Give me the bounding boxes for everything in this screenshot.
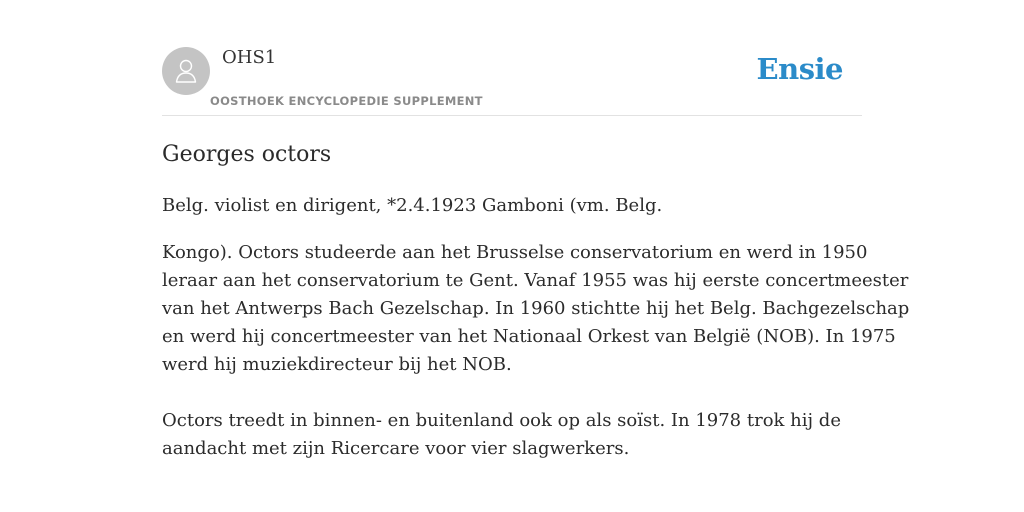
article-paragraph-1 — [162, 239, 910, 379]
user-icon — [171, 56, 201, 86]
text-line: Octors treedt in binnen- en buitenland ook op als soïst. In 1978 trok hij de — [162, 410, 841, 431]
text-line: en werd hij concertmeester van het Nationaal Orkest van België (NOB). In 1975 — [162, 326, 896, 347]
text-line: werd hij muziekdirecteur bij het NOB. — [162, 354, 512, 375]
article-paragraph-2 — [162, 407, 862, 463]
page-title: Georges octors — [162, 142, 332, 167]
text-line: leraar aan het conservatorium te Gent. Vanaf 1955 was hij eerste concertmeester — [162, 270, 909, 291]
ensie-logo[interactable]: Ensie — [756, 52, 843, 86]
text-line: Kongo). Octors studeerde aan het Brusselse conservatorium en werd in 1950 — [162, 242, 868, 263]
text-line: van het Antwerps Bach Gezelschap. In 1960 stichtte hij het Belg. Bachgezelschap — [162, 298, 910, 319]
source-label[interactable]: OOSTHOEK ENCYCLOPEDIE SUPPLEMENT — [210, 94, 483, 108]
header-divider — [162, 115, 862, 116]
article-body — [162, 239, 910, 463]
text-line: aandacht met zijn Ricercare voor vier slagwerkers. — [162, 438, 630, 459]
author-name[interactable]: OHS1 — [222, 47, 277, 68]
article-lead: Belg. violist en dirigent, *2.4.1923 Gamboni (vm. Belg. — [162, 195, 663, 216]
article-card — [162, 0, 910, 512]
avatar[interactable] — [162, 47, 210, 95]
